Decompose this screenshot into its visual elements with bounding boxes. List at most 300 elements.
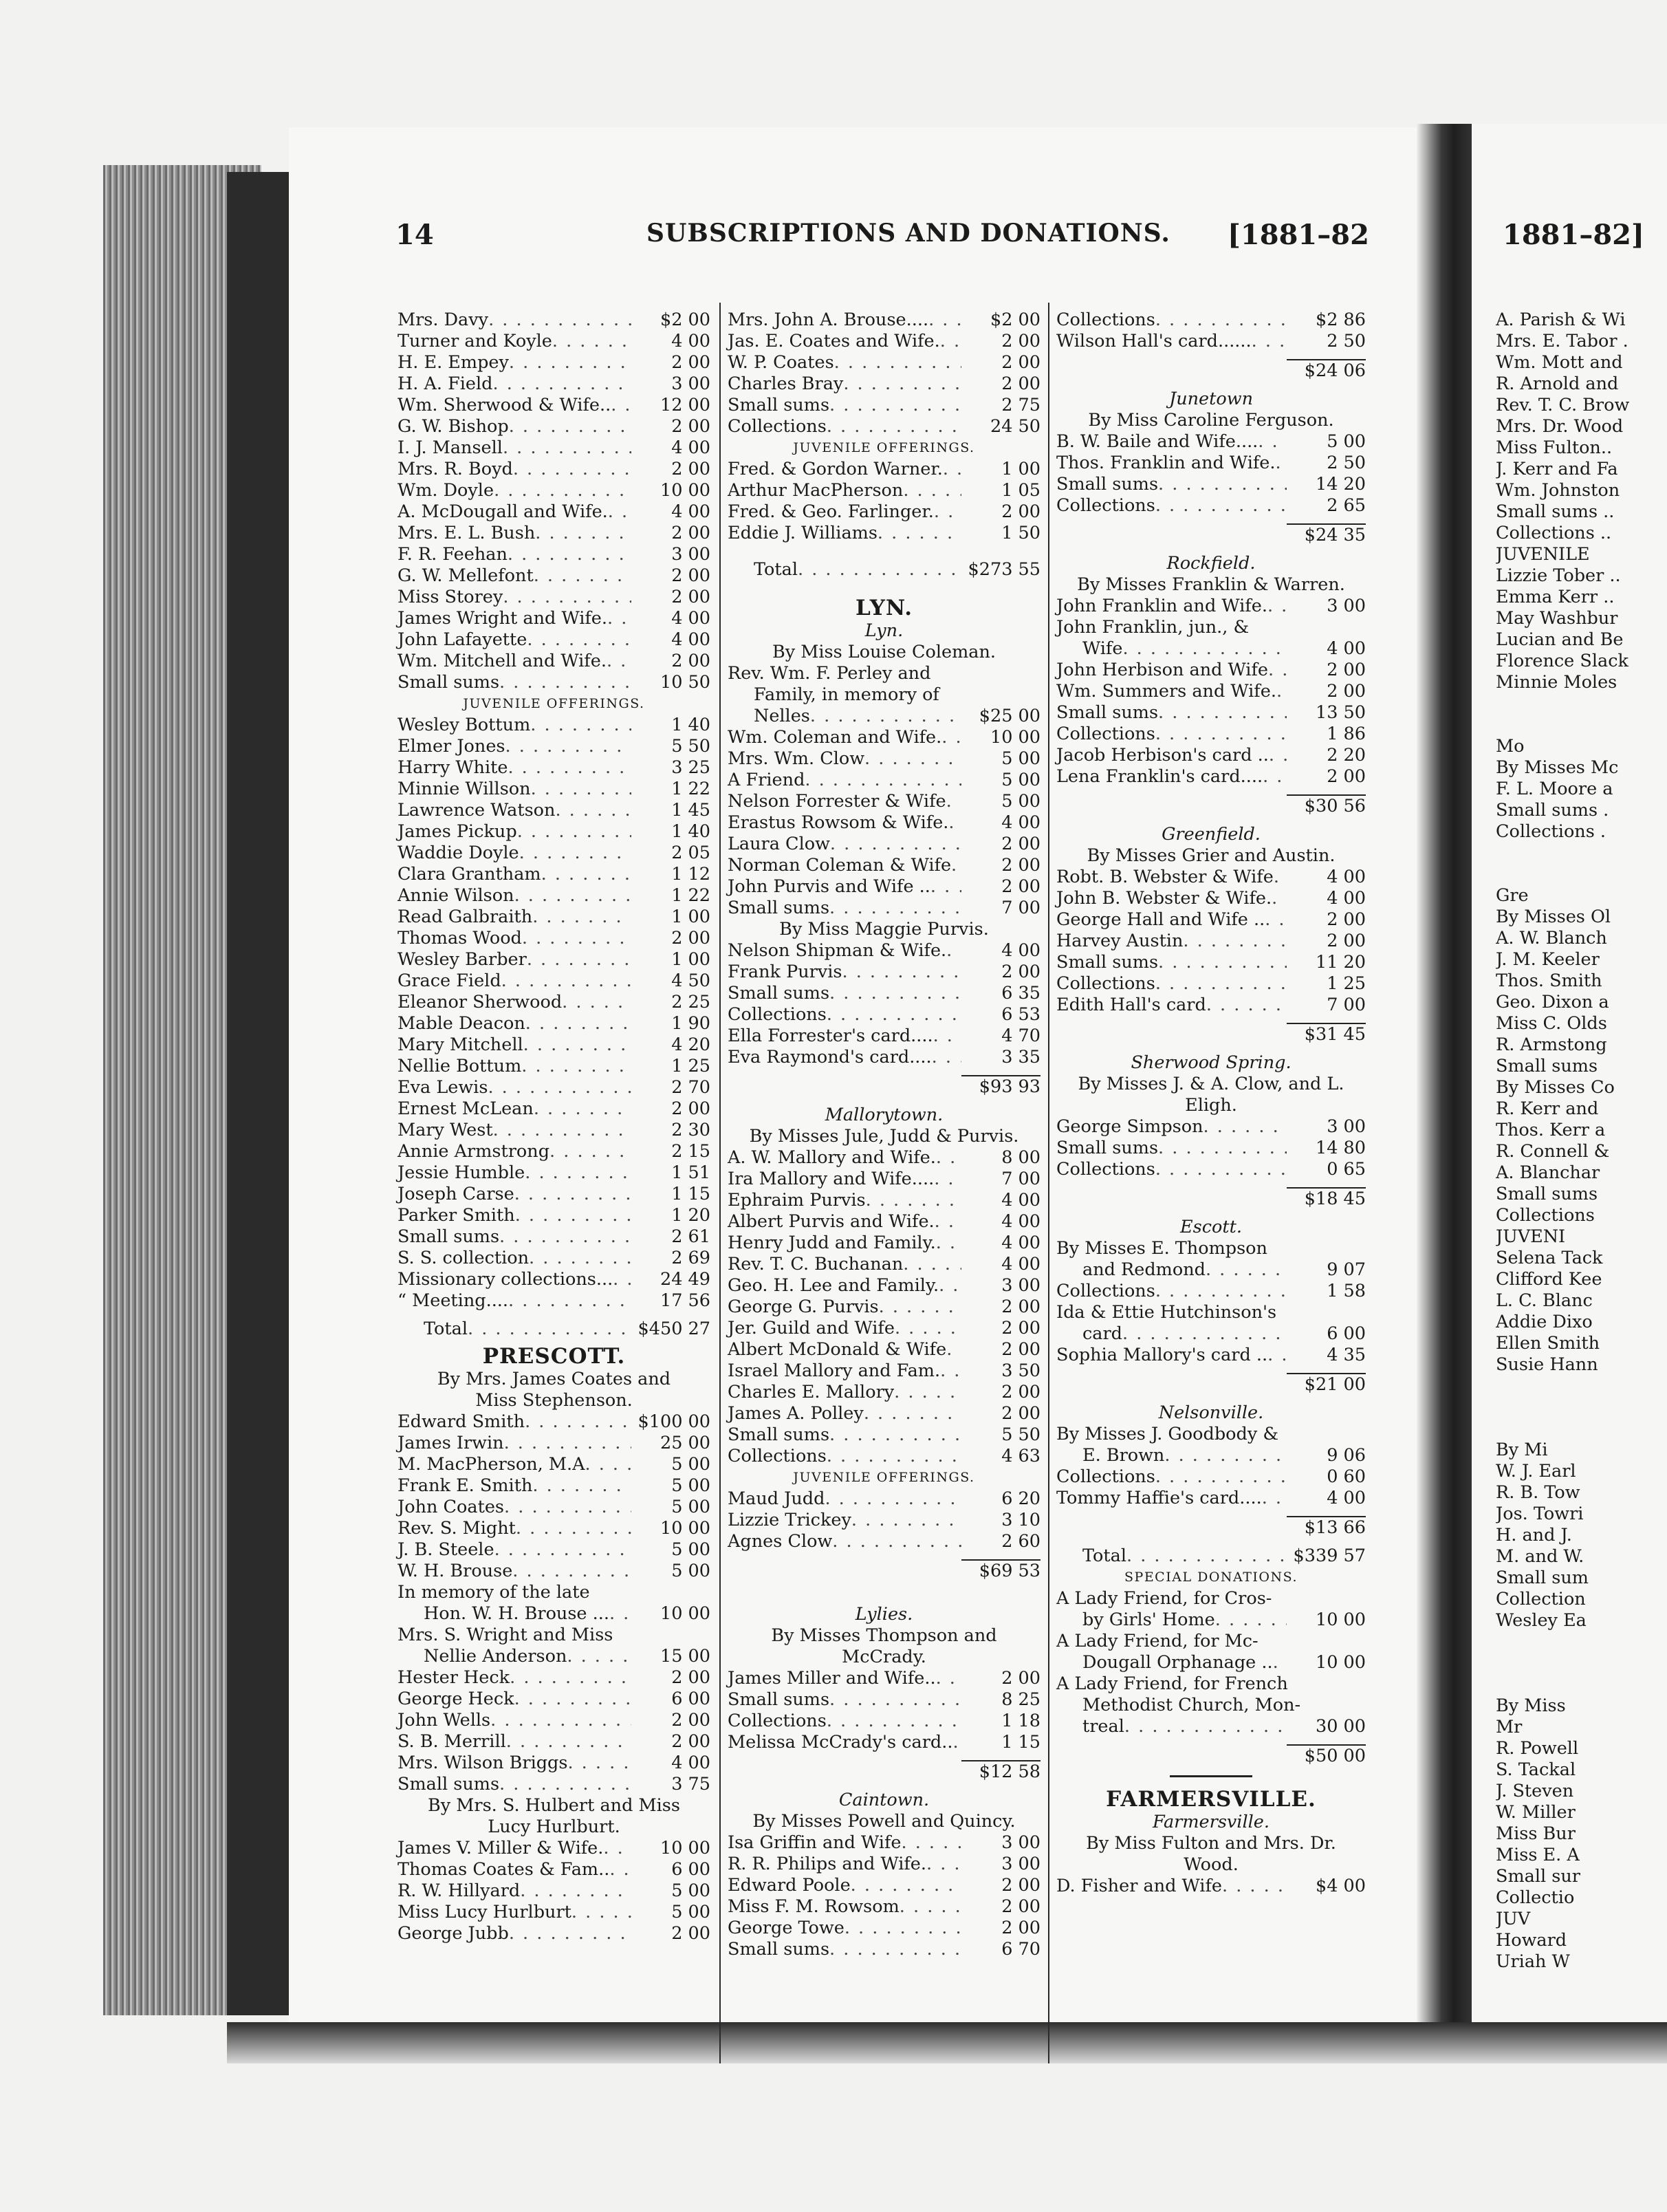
- entry-row: [728, 1488, 1040, 1510]
- entry-name: Wm. Sherwood & Wife..: [397, 395, 611, 415]
- facing-line: Mrs. E. Tabor .: [1496, 331, 1628, 351]
- entry-row: [397, 437, 710, 459]
- entry-row: [728, 1211, 1040, 1233]
- entry-name: James Irwin: [397, 1433, 504, 1453]
- entry-name: D. Fisher and Wife: [1056, 1876, 1222, 1896]
- entry-row: [728, 1275, 1040, 1297]
- entry-row: [397, 565, 710, 587]
- entry-row: [1056, 1138, 1366, 1159]
- entry-name: Total: [424, 1319, 468, 1339]
- dot-leader: [499, 672, 631, 693]
- entry-amount: 2 00: [1001, 1339, 1040, 1360]
- entry-row: [728, 1297, 1040, 1318]
- dot-leader: [1183, 931, 1287, 952]
- entry-row: [1056, 973, 1366, 995]
- entry-name: Miss F. M. Rowsom: [728, 1896, 900, 1917]
- subtotal-row: [1056, 794, 1366, 816]
- entry-amount: $2 86: [1315, 310, 1366, 330]
- entry-row: [397, 971, 710, 992]
- entry-amount: 2 00: [1001, 1875, 1040, 1896]
- dot-leader: [1158, 952, 1287, 973]
- entry-amount: 2 00: [1001, 876, 1040, 897]
- facing-line: Thos. Smith: [1496, 971, 1602, 991]
- dot-leader: [936, 1233, 961, 1254]
- dot-leader: [607, 608, 631, 629]
- entry-row: [397, 1880, 710, 1902]
- entry-row: [397, 459, 710, 480]
- entry-amount: 4 00: [671, 437, 710, 458]
- entry-row: [728, 1531, 1040, 1552]
- entry-name: Waddie Doyle: [397, 843, 519, 863]
- entry-row: [397, 1774, 710, 1795]
- entry-name: George G. Purvis: [728, 1297, 879, 1317]
- entry-amount: 1 90: [671, 1013, 710, 1034]
- entry-amount: 14 20: [1315, 474, 1366, 495]
- entry-amount: 2 00: [1001, 1297, 1040, 1317]
- dot-leader: [522, 928, 631, 949]
- entry-row: [397, 1710, 710, 1731]
- entry-name: Collections: [728, 1446, 827, 1466]
- dot-leader: [1155, 1159, 1287, 1180]
- entry-amount: 4 00: [671, 501, 710, 522]
- dot-leader: [585, 1454, 631, 1475]
- entry-name: Small sums: [1056, 702, 1159, 723]
- facing-line: R. Armstong: [1496, 1034, 1607, 1055]
- dot-leader: [555, 800, 631, 821]
- facing-line: Small sums: [1496, 1184, 1598, 1204]
- locality-heading: Farmersville.: [1153, 1812, 1270, 1832]
- dot-leader: [1265, 909, 1287, 931]
- entry-row: [1056, 431, 1366, 453]
- dot-leader: [926, 1854, 961, 1875]
- entry-amount: 6 53: [1001, 1004, 1040, 1025]
- entry-amount: 4 20: [671, 1034, 710, 1055]
- entry-row: [397, 1056, 710, 1077]
- entry-name: Mary West: [397, 1120, 493, 1140]
- entry-amount: 2 15: [671, 1141, 710, 1162]
- dot-leader: [895, 1318, 961, 1339]
- locality-heading: Lylies.: [855, 1604, 913, 1625]
- entry-amount: 4 00: [671, 331, 710, 351]
- facing-line: Collections .: [1496, 821, 1606, 842]
- entry-name: Elmer Jones: [397, 736, 505, 757]
- entry-row: [728, 791, 1040, 812]
- entry-row: [728, 1190, 1040, 1211]
- book-gutter: [1417, 124, 1479, 2050]
- entry-row: [728, 1711, 1040, 1732]
- dot-leader: [494, 1539, 631, 1561]
- entry-amount: 8 00: [1001, 1147, 1040, 1168]
- entry-amount: 4 00: [1327, 638, 1366, 659]
- facing-line: R. Connell &: [1496, 1141, 1610, 1162]
- entry-amount: 5 00: [1001, 770, 1040, 790]
- entry-name: John Franklin and Wife.: [1056, 596, 1267, 616]
- entry-name: John Coates: [397, 1497, 505, 1517]
- entry-name: Mrs. Wm. Clow: [728, 748, 865, 769]
- dot-leader: [488, 310, 631, 331]
- dot-leader: [1158, 1138, 1287, 1159]
- entry-name: Fred. & Geo. Farlinger.: [728, 501, 934, 522]
- dot-leader: [503, 437, 631, 459]
- facing-line: Uriah W: [1496, 1951, 1570, 1972]
- entry-name: Wm. Summers and Wife.: [1056, 681, 1276, 702]
- entry-amount: 2 00: [1327, 681, 1366, 702]
- entry-row: [728, 331, 1040, 352]
- dot-leader: [1158, 702, 1287, 724]
- entry-row: [728, 1360, 1040, 1382]
- facing-line: Susie Hann: [1496, 1354, 1598, 1375]
- dot-leader: [827, 1711, 961, 1732]
- facing-line: Small sums: [1496, 1056, 1598, 1076]
- dot-leader: [508, 757, 631, 779]
- dot-leader: [504, 1433, 631, 1454]
- entry-amount: $25 00: [979, 706, 1040, 726]
- entry-name: R. W. Hillyard: [397, 1880, 521, 1901]
- entry-row: [397, 587, 710, 608]
- entry-text: In memory of the late: [397, 1582, 590, 1603]
- entry-name: Rev. T. C. Buchanan: [728, 1254, 904, 1275]
- entry-name: Charles E. Mallory: [728, 1382, 895, 1402]
- entry-amount: 3 25: [671, 757, 710, 778]
- entry-name: Wm. Coleman and Wife.: [728, 727, 942, 748]
- dot-leader: [827, 1004, 961, 1026]
- entry-row: [728, 1510, 1040, 1531]
- collector-line: By Misses J. & A. Clow, and L.: [1078, 1074, 1344, 1094]
- dot-leader: [851, 1875, 961, 1896]
- entry-name: Sophia Mallory's card ..: [1056, 1345, 1268, 1365]
- page-title: SUBSCRIPTIONS AND DONATIONS.: [646, 219, 1170, 248]
- subtotal-row: [728, 1760, 1040, 1781]
- entry-text: John Franklin, jun., &: [1056, 617, 1250, 638]
- entry-name: Mary Mitchell: [397, 1034, 523, 1055]
- entry-name: Jessie Humble: [397, 1162, 525, 1183]
- dot-leader: [525, 1013, 631, 1034]
- entry-amount: 30 00: [1315, 1716, 1366, 1737]
- collector-line: By Mrs. S. Hulbert and Miss: [428, 1795, 680, 1816]
- entry-name: E. Brown: [1082, 1445, 1165, 1466]
- facing-line: A. Parish & Wi: [1496, 310, 1626, 330]
- entry-row: [397, 501, 710, 523]
- entry-row: [397, 1731, 710, 1753]
- entry-amount: 3 50: [1001, 1360, 1040, 1381]
- facing-line: Thos. Kerr a: [1496, 1120, 1606, 1140]
- entry-text: By Misses J. Goodbody &: [1056, 1424, 1279, 1444]
- entry-name: Frank E. Smith: [397, 1475, 533, 1496]
- entry-row: [728, 1918, 1040, 1939]
- entry-row: [728, 1854, 1040, 1875]
- dot-leader: [952, 1732, 961, 1753]
- entry-name: A. McDougall and Wife.: [397, 501, 608, 522]
- entry-amount: 2 00: [671, 1667, 710, 1688]
- entry-row: [728, 1254, 1040, 1275]
- dot-leader: [603, 1838, 631, 1859]
- subtotal-row: [728, 1559, 1040, 1581]
- column-1: [397, 310, 710, 1944]
- entry-row: [397, 992, 710, 1013]
- entry-name: Norman Coleman & Wife: [728, 855, 952, 876]
- entry-amount: 2 00: [671, 651, 710, 671]
- entry-name: Collections: [728, 1711, 827, 1731]
- entry-amount: 1 22: [671, 779, 710, 799]
- entry-amount: 3 00: [671, 373, 710, 394]
- entry-amount: 2 00: [1001, 1896, 1040, 1917]
- facing-line: Emma Kerr ..: [1496, 587, 1615, 607]
- entry-row: [397, 1859, 710, 1880]
- dot-leader: [509, 1923, 631, 1944]
- entry-text: A Lady Friend, for French: [1056, 1673, 1288, 1694]
- dot-leader: [527, 949, 631, 971]
- facing-line: Minnie Moles: [1496, 672, 1617, 693]
- entry-row: [397, 821, 710, 843]
- entry-name: A Friend: [728, 770, 805, 790]
- entry-name: Parker Smith: [397, 1205, 515, 1226]
- entry-amount: 2 65: [1327, 495, 1366, 516]
- entry-amount: 1 22: [671, 885, 710, 906]
- dot-leader: [505, 736, 631, 757]
- entry-name: Albert McDonald & Wife: [728, 1339, 947, 1360]
- entry-amount: 10 00: [990, 727, 1040, 748]
- entry-amount: 2 00: [671, 587, 710, 607]
- entry-row: [397, 1561, 710, 1582]
- entry-amount: 3 00: [1001, 1275, 1040, 1296]
- facing-line: A. W. Blanch: [1496, 928, 1607, 948]
- dot-leader: [1215, 1609, 1287, 1631]
- entry-amount: 4 70: [1001, 1026, 1040, 1046]
- dot-leader: [934, 501, 961, 523]
- entry-name: S. S. collection: [397, 1248, 530, 1268]
- entry-row: [728, 1875, 1040, 1896]
- entry-amount: 2 00: [1001, 1382, 1040, 1402]
- entry-amount: 25 00: [660, 1433, 710, 1453]
- section-subheading: JUVENILE OFFERINGS.: [793, 1470, 975, 1485]
- entry-row: [397, 1838, 710, 1859]
- locality-heading: Lyn.: [864, 620, 904, 641]
- dot-leader: [935, 1211, 961, 1233]
- entry-amount: 1 00: [671, 907, 710, 927]
- entry-name: Israel Mallory and Fam.: [728, 1360, 941, 1381]
- entry-amount: 4 00: [1001, 940, 1040, 961]
- dot-leader: [798, 559, 961, 581]
- entry-row: [397, 1184, 710, 1205]
- dot-leader: [504, 1497, 631, 1518]
- entry-name: Harvey Austin: [1056, 931, 1184, 951]
- entry-name: Lizzie Trickey: [728, 1510, 851, 1530]
- entry-name: Robt. B. Webster & Wife: [1056, 867, 1274, 887]
- entry-row: [728, 898, 1040, 919]
- entry-row: [397, 523, 710, 544]
- entry-name: F. R. Feehan: [397, 544, 508, 565]
- bottom-shadow: [227, 2022, 1667, 2063]
- entry-name: Rev. S. Might: [397, 1518, 516, 1539]
- entry-row: [397, 736, 710, 757]
- entry-amount: 2 00: [1327, 909, 1366, 930]
- collector-line: By Misses Thompson and: [771, 1625, 997, 1646]
- facing-line: [1496, 1653, 1667, 1674]
- entry-amount: 2 30: [671, 1120, 710, 1140]
- page-year: [1881–82: [1228, 219, 1369, 251]
- entry-name: Hon. W. H. Brouse ...: [424, 1603, 609, 1624]
- collector-line: Miss Stephenson.: [475, 1390, 633, 1411]
- collector-line: By Misses Grier and Austin.: [1087, 845, 1336, 866]
- entry-name: Small sums: [728, 395, 830, 415]
- entry-row: [728, 1233, 1040, 1254]
- entry-amount: 2 20: [1327, 745, 1366, 766]
- facing-line: Geo. Dixon a: [1496, 992, 1609, 1012]
- entry-name: Jer. Guild and Wife: [728, 1318, 895, 1338]
- entry-amount: 12 00: [660, 395, 710, 415]
- dot-leader: [562, 992, 631, 1013]
- entry-row: [728, 1026, 1040, 1047]
- entry-amount: 2 00: [671, 459, 710, 479]
- entry-row: [728, 352, 1040, 373]
- dot-leader: [829, 395, 961, 416]
- subtotal-amount: $18 45: [1287, 1187, 1366, 1210]
- dot-leader: [1155, 724, 1287, 745]
- entry-text: Ida & Ettie Hutchinson's: [1056, 1302, 1277, 1323]
- entry-amount: 10 00: [660, 1603, 710, 1624]
- dot-leader: [900, 1896, 961, 1918]
- entry-row: [1056, 310, 1366, 331]
- entry-amount: 2 00: [671, 1098, 710, 1119]
- entry-row: [397, 1034, 710, 1056]
- dot-leader: [902, 1832, 962, 1854]
- entry-name: G. W. Mellefont: [397, 565, 534, 586]
- locality-heading: Rockfield.: [1166, 553, 1256, 574]
- entry-row: [728, 855, 1040, 876]
- entry-amount: 4 00: [671, 1753, 710, 1773]
- entry-amount: 2 00: [1327, 660, 1366, 680]
- dot-leader: [517, 821, 631, 843]
- collector-line: By Misses Powell and Quincy.: [752, 1811, 1016, 1832]
- entry-name: Laura Clow: [728, 834, 830, 854]
- entry-amount: 0 65: [1327, 1159, 1366, 1180]
- entry-amount: 10 50: [660, 672, 710, 693]
- entry-amount: 4 00: [1327, 1488, 1366, 1508]
- entry-row: [728, 812, 1040, 834]
- facing-line: [1496, 715, 1667, 736]
- dot-leader: [805, 770, 961, 791]
- dot-leader: [940, 1360, 961, 1382]
- dot-leader: [1258, 431, 1287, 453]
- entry-row: [728, 523, 1040, 544]
- entry-row: [1056, 1466, 1366, 1488]
- entry-amount: 1 40: [671, 821, 710, 842]
- dot-leader: [1276, 453, 1287, 474]
- entry-row: [1056, 995, 1366, 1016]
- dot-leader: [834, 352, 961, 373]
- entry-name: Collections: [1056, 310, 1155, 330]
- entry-name: Small sums: [728, 898, 830, 918]
- entry-amount: 10 00: [660, 1838, 710, 1858]
- entry-row: [728, 962, 1040, 983]
- entry-name: Grace Field: [397, 971, 501, 991]
- entry-row: [728, 983, 1040, 1004]
- entry-amount: 17 56: [660, 1290, 710, 1311]
- dot-leader: [827, 416, 961, 437]
- subtotal-amount: $12 58: [961, 1760, 1040, 1783]
- entry-name: Annie Wilson: [397, 885, 514, 906]
- entry-name: “ Meeting....: [397, 1290, 509, 1311]
- entry-row: [1056, 1716, 1366, 1737]
- facing-line: Florence Slack: [1496, 651, 1628, 671]
- entry-amount: 4 00: [1001, 812, 1040, 833]
- entry-row: [397, 1290, 710, 1312]
- facing-line: Wm. Johnston: [1496, 480, 1620, 501]
- entry-row: [397, 1077, 710, 1098]
- entry-name: Albert Purvis and Wife.: [728, 1211, 935, 1232]
- entry-amount: 4 00: [1327, 867, 1366, 887]
- entry-row: [397, 1518, 710, 1539]
- subtotal-row: [1056, 1373, 1366, 1394]
- dot-leader: [829, 898, 961, 919]
- entry-row: [397, 373, 710, 395]
- dot-leader: [549, 1141, 631, 1162]
- entry-amount: 1 51: [671, 1162, 710, 1183]
- subtotal-amount: $30 56: [1287, 794, 1366, 817]
- dot-leader: [519, 843, 631, 864]
- entry-name: George Hall and Wife ..: [1056, 909, 1265, 930]
- dot-leader: [1269, 745, 1287, 766]
- facing-page-year: 1881–82]: [1503, 219, 1644, 251]
- entry-amount: 1 15: [1001, 1732, 1040, 1753]
- entry-name: Collections: [1056, 1281, 1155, 1301]
- subtotal-row: [1056, 1023, 1366, 1044]
- section-subheading: SPECIAL DONATIONS.: [1124, 1570, 1298, 1585]
- entry-row: [397, 629, 710, 651]
- dot-leader: [508, 544, 631, 565]
- entry-name: Collections: [1056, 1466, 1155, 1487]
- entry-amount: 4 00: [1327, 888, 1366, 909]
- entry-amount: 2 50: [1327, 453, 1366, 473]
- dot-leader: [946, 791, 961, 812]
- facing-line: [1496, 1674, 1667, 1695]
- dot-leader: [490, 1710, 631, 1731]
- entry-row: [1056, 1159, 1366, 1180]
- entry-row: [728, 1424, 1040, 1446]
- entry-name: Ira Mallory and Wife....: [728, 1169, 935, 1189]
- entry-name: Fred. & Gordon Warner.: [728, 459, 943, 479]
- entry-amount: 2 25: [671, 992, 710, 1012]
- entry-row: [728, 1169, 1040, 1190]
- facing-line: Addie Dixo: [1496, 1312, 1593, 1332]
- dot-leader: [936, 1147, 961, 1169]
- collector-line: By Miss Maggie Purvis.: [779, 919, 989, 940]
- facing-line: By Misses Ol: [1496, 907, 1611, 927]
- facing-line: Miss Fulton..: [1496, 437, 1613, 458]
- dot-leader: [501, 971, 631, 992]
- entry-amount: 6 20: [1001, 1488, 1040, 1509]
- dot-leader: [1155, 1466, 1287, 1488]
- dot-leader: [1155, 495, 1287, 517]
- facing-line: A. Blanchar: [1496, 1162, 1600, 1183]
- dot-leader: [932, 1047, 961, 1068]
- entry-name: James V. Miller & Wife.: [397, 1838, 604, 1858]
- subtotal-amount: $24 35: [1287, 523, 1366, 546]
- dot-leader: [832, 1531, 961, 1552]
- column-3: [1056, 310, 1366, 1897]
- entry-amount: 7 00: [1001, 898, 1040, 918]
- entry-amount: 3 75: [671, 1774, 710, 1794]
- entry-name: Wife: [1082, 638, 1123, 659]
- facing-line: R. Kerr and: [1496, 1098, 1599, 1119]
- entry-row: [728, 1446, 1040, 1467]
- entry-row: [1056, 1345, 1366, 1366]
- entry-row: [728, 1339, 1040, 1360]
- locality-heading: Caintown.: [838, 1790, 930, 1810]
- column-rule: [719, 303, 721, 2063]
- entry-name: and Redmond: [1082, 1259, 1206, 1280]
- entry-row: [397, 1497, 710, 1518]
